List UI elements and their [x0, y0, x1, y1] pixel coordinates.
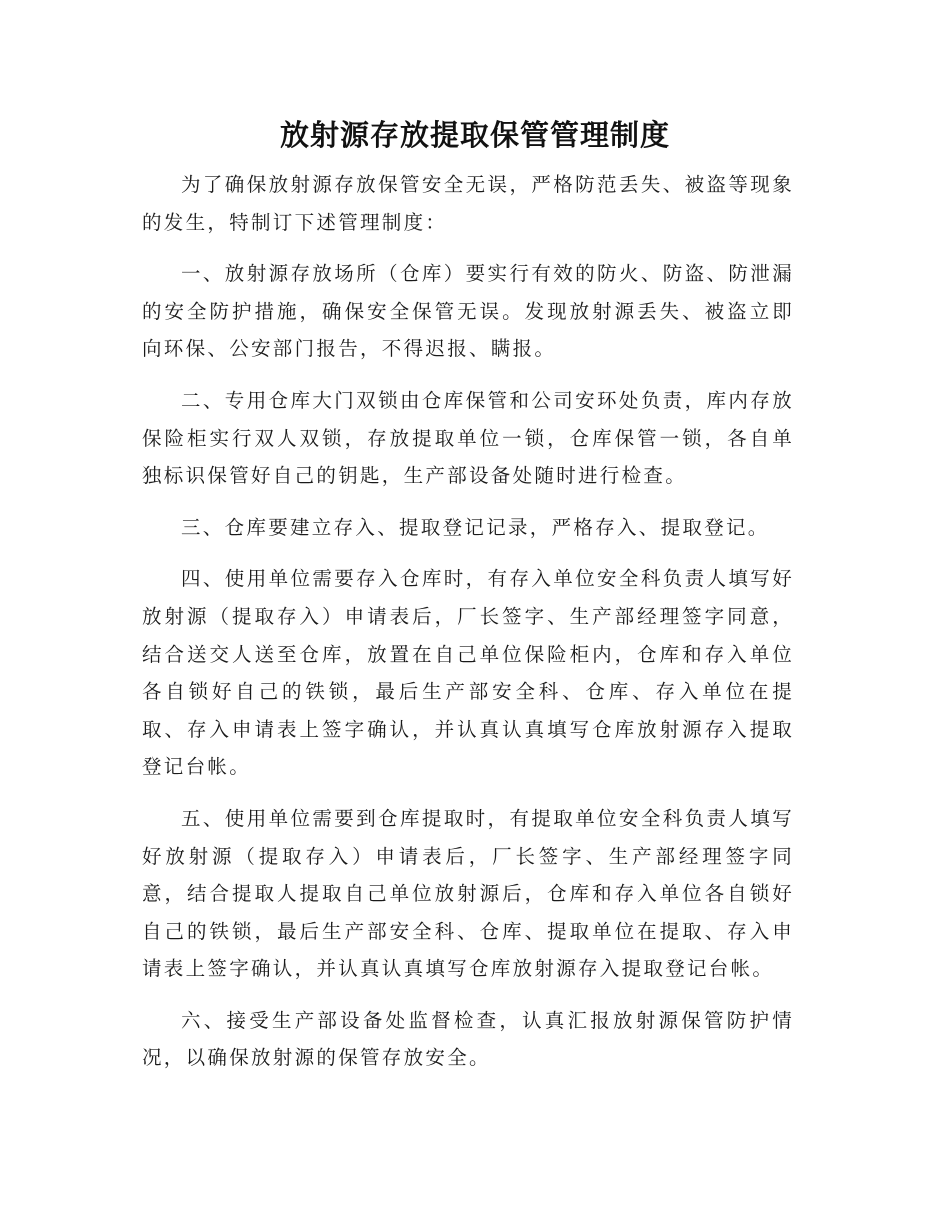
clause-2-paragraph: 二、专用仓库大门双锁由仓库保管和公司安环处负责，库内存放保险柜实行双人双锁，存放提取单位一锁，仓库保管一锁，各自单独标识保管好自己的钥匙，生产部设备处随时进行检查。 [142, 388, 794, 488]
clause-3-paragraph: 三、仓库要建立存入、提取登记记录，严格存入、提取登记。 [181, 515, 770, 539]
document-title: 放射源存放提取保管管理制度 [279, 118, 670, 152]
clause-6-paragraph: 六、接受生产部设备处监督检查，认真汇报放射源保管防护情况，以确保放射源的保管存放安全。 [142, 1008, 794, 1070]
intro-paragraph: 为了确保放射源存放保管安全无误，严格防范丢失、被盗等现象的发生，特制订下述管理制度： [142, 173, 794, 234]
clause-4-paragraph: 四、使用单位需要存入仓库时，有存入单位安全科负责人填写好放射源（提取存入）申请表后，厂长签字、生产部经理签字同意，结合送交人送至仓库，放置在自己单位保险柜内，仓库和存入单位各自锁好自己的铁锁，最后生产部安全科、仓库、存入单位在提取、存入申请表上签字确认，并认真认真填写仓库放射源存入提取登记台帐。 [142, 567, 794, 779]
clause-1-paragraph: 一、放射源存放场所（仓库）要实行有效的防火、防盗、防泄漏的安全防护措施，确保安全保管无误。发现放射源丢失、被盗立即向环保、公安部门报告，不得迟报、瞒报。 [142, 262, 794, 361]
clause-5-paragraph: 五、使用单位需要到仓库提取时，有提取单位安全科负责人填写好放射源（提取存入）申请表后，厂长签字、生产部经理签字同意，结合提取人提取自己单位放射源后，仓库和存入单位各自锁好自己的铁锁，最后生产部安全科、仓库、提取单位在提取、存入申请表上签字确认，并认真认真填写仓库放射源存入提取登记台帐。 [142, 806, 794, 981]
document-body [142, 166, 794, 1091]
